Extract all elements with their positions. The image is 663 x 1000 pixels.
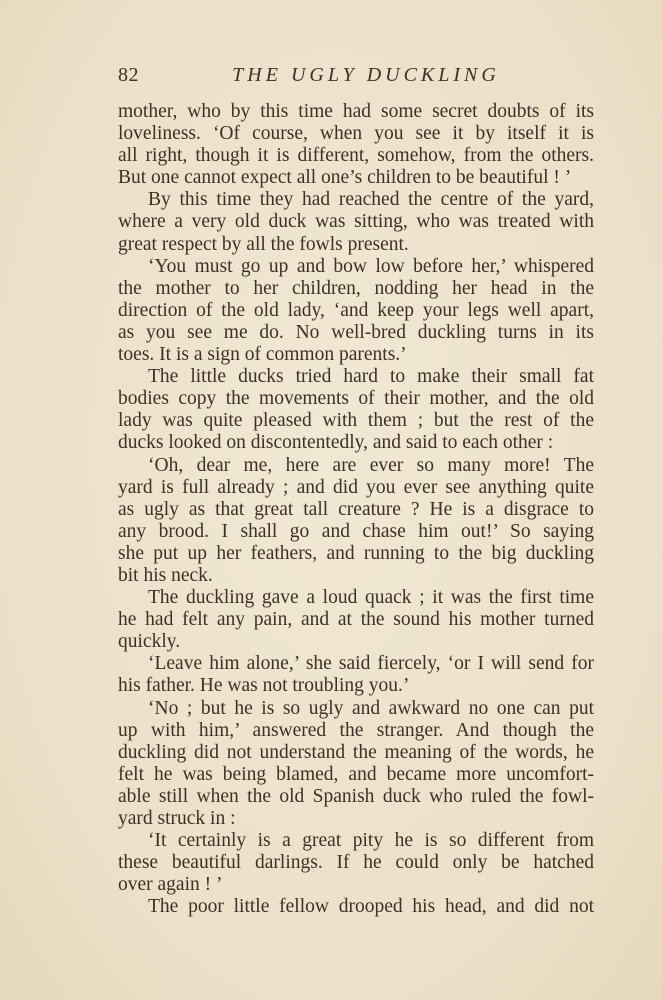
text-line: The poor little fellow drooped his head, and did not (148, 896, 594, 918)
text-line: felt he was being blamed, and became more uncomfort- (118, 763, 594, 785)
text-line: ‘No ; but he is so ugly and awkward no one can put (148, 697, 594, 719)
text-line: duckling did not understand the meaning of the words, he (118, 741, 594, 763)
text-line: direction of the old lady, ‘and keep your legs well apart, (118, 299, 594, 321)
text-line: these beautiful darlings. If he could only be hatched (118, 852, 594, 874)
text-line: as you see me do. No well-bred duckling turns in its (118, 321, 594, 343)
text-line: ‘You must go up and bow low before her,’ whispered (148, 255, 594, 277)
text-line: ducks looked on discontentedly, and said to each other : (118, 432, 554, 454)
running-title: THE UGLY DUCKLING (232, 64, 500, 86)
text-line: mother, who by this time had some secret doubts of its (118, 101, 594, 122)
text-line: ‘It certainly is a great pity he is so different from (148, 830, 594, 852)
text-line: The duckling gave a loud quack ; it was the first time (148, 587, 594, 609)
text-line: bodies copy the movements of their mother, and the old (118, 388, 594, 410)
text-line: The little ducks tried hard to make their small fat (148, 366, 594, 388)
text-line: yard struck in : (118, 808, 236, 829)
page-number: 82 (118, 64, 139, 86)
text-line: ‘Oh, dear me, here are ever so many more! The (148, 454, 594, 476)
text-line: she put up her feathers, and running to the big duckling (118, 542, 594, 564)
page-header (118, 64, 594, 94)
text-line: all right, though it is different, somehow, from the others. (118, 145, 594, 167)
text-line: he had felt any pain, and at the sound his mother turned (118, 609, 594, 631)
text-line: where a very old duck was sitting, who was treated with (118, 211, 594, 233)
text-line: By this time they had reached the centre of the yard, (148, 189, 594, 211)
text-line: able still when the old Spanish duck who ruled the fowl- (118, 785, 594, 807)
text-line: yard is full already ; and did you ever see anything quite (118, 476, 594, 498)
text-line: great respect by all the fowls present. (118, 233, 409, 255)
text-line: up with him,’ answered the stranger. And though the (118, 719, 594, 741)
text-line: the mother to her children, nodding her head in the (118, 277, 594, 299)
text-line: lady was quite pleased with them ; but the rest of the (118, 410, 594, 432)
text-line: any brood. I shall go and chase him out!’ So saying (118, 520, 594, 542)
text-line: loveliness. ‘Of course, when you see it by itself it is (118, 123, 594, 145)
body-text (118, 101, 594, 918)
text-line: But one cannot expect all one’s children to be beautiful ! ’ (118, 167, 572, 189)
text-line: ‘Leave him alone,’ she said fiercely, ‘or I will send for (148, 653, 594, 675)
text-line: as ugly as that great tall creature ? He is a disgrace to (118, 498, 594, 520)
text-line: toes. It is a sign of common parents.’ (118, 344, 407, 366)
text-line: quickly. (118, 631, 181, 653)
text-line: bit his neck. (118, 564, 213, 586)
text-line: his father. He was not troubling you.’ (118, 675, 410, 697)
text-line: over again ! ’ (118, 874, 223, 896)
